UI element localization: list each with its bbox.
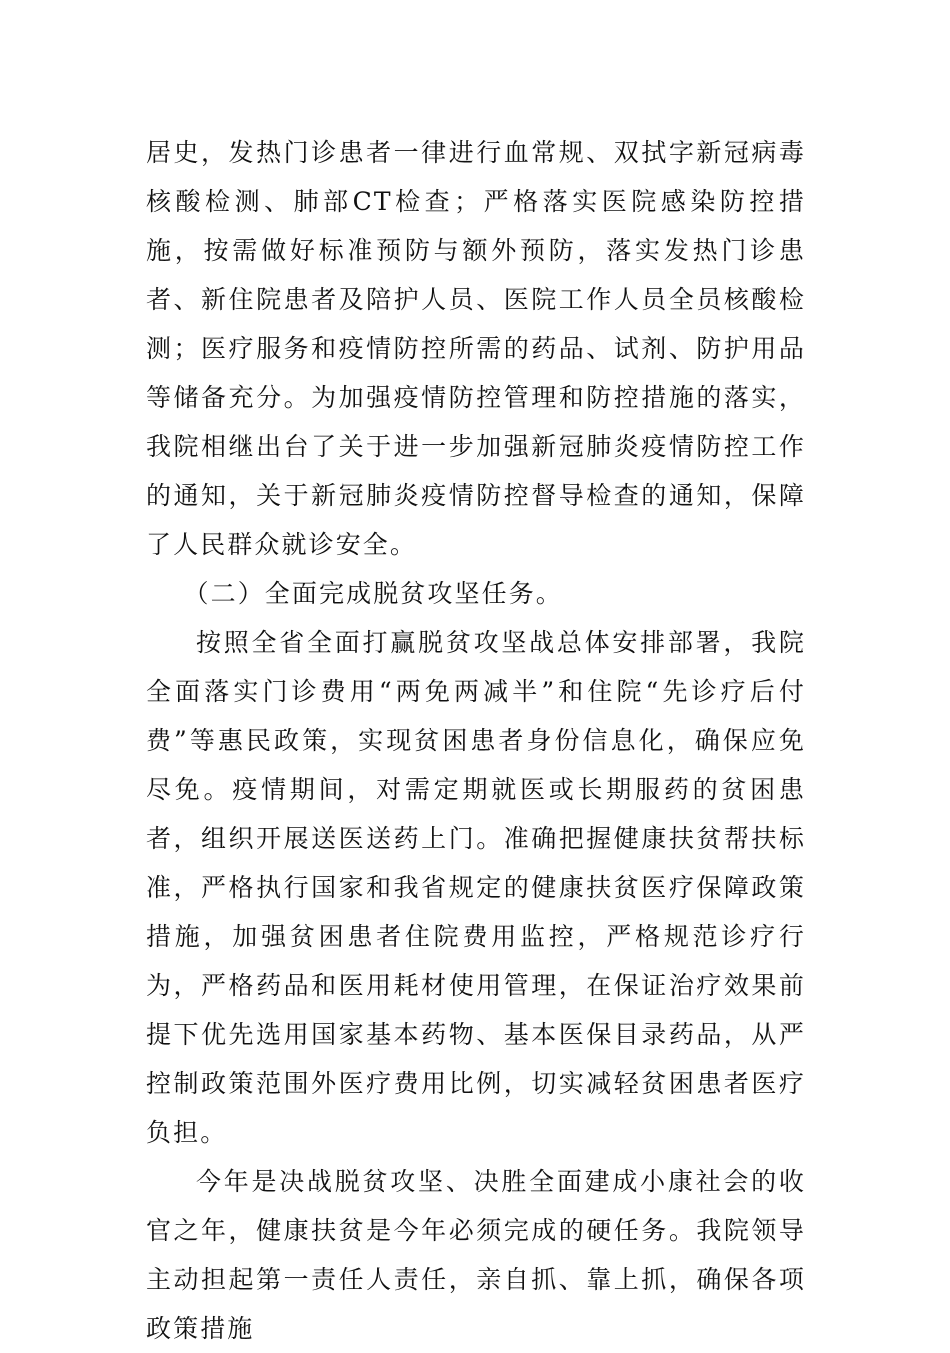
paragraph-continuation: 居史，发热门诊患者一律进行血常规、双拭字新冠病毒核酸检测、肺部CT检查；严格落实医院感染防控措施，按需做好标准预防与额外预防，落实发热门诊患者、新住院患者及陪护人员、医院工作人员全员核酸检测；医疗服务和疫情防控所需的药品、试剂、防护用品等储备充分。为加强疫情防控管理和防控措施的落实，我院相继出台了关于进一步加强新冠肺炎疫情防控工作的通知，关于新冠肺炎疫情防控督导检查的通知，保障了人民群众就诊安全。 — [146, 138, 806, 559]
section-heading: （二）全面完成脱贫攻坚任务。 — [183, 579, 563, 608]
document-body — [146, 128, 806, 1353]
paragraph-decisive-year: 今年是决战脱贫攻坚、决胜全面建成小康社会的收官之年，健康扶贫是今年必须完成的硬任务。我院领导主动担起第一责任人责任，亲自抓、靠上抓，确保各项政策措施 — [146, 1167, 806, 1343]
paragraph-poverty-alleviation: 按照全省全面打赢脱贫攻坚战总体安排部署，我院全面落实门诊费用“两免两减半”和住院“先诊疗后付费”等惠民政策，实现贫困患者身份信息化，确保应免尽免。疫情期间，对需定期就医或长期服药的贫困患者，组织开展送医送药上门。准确把握健康扶贫帮扶标准，严格执行国家和我省规定的健康扶贫医疗保障政策措施，加强贫困患者住院费用监控，严格规范诊疗行为，严格药品和医用耗材使用管理，在保证治疗效果前提下优先选用国家基本药物、基本医保目录药品，从严控制政策范围外医疗费用比例，切实减轻贫困患者医疗负担。 — [146, 628, 806, 1147]
